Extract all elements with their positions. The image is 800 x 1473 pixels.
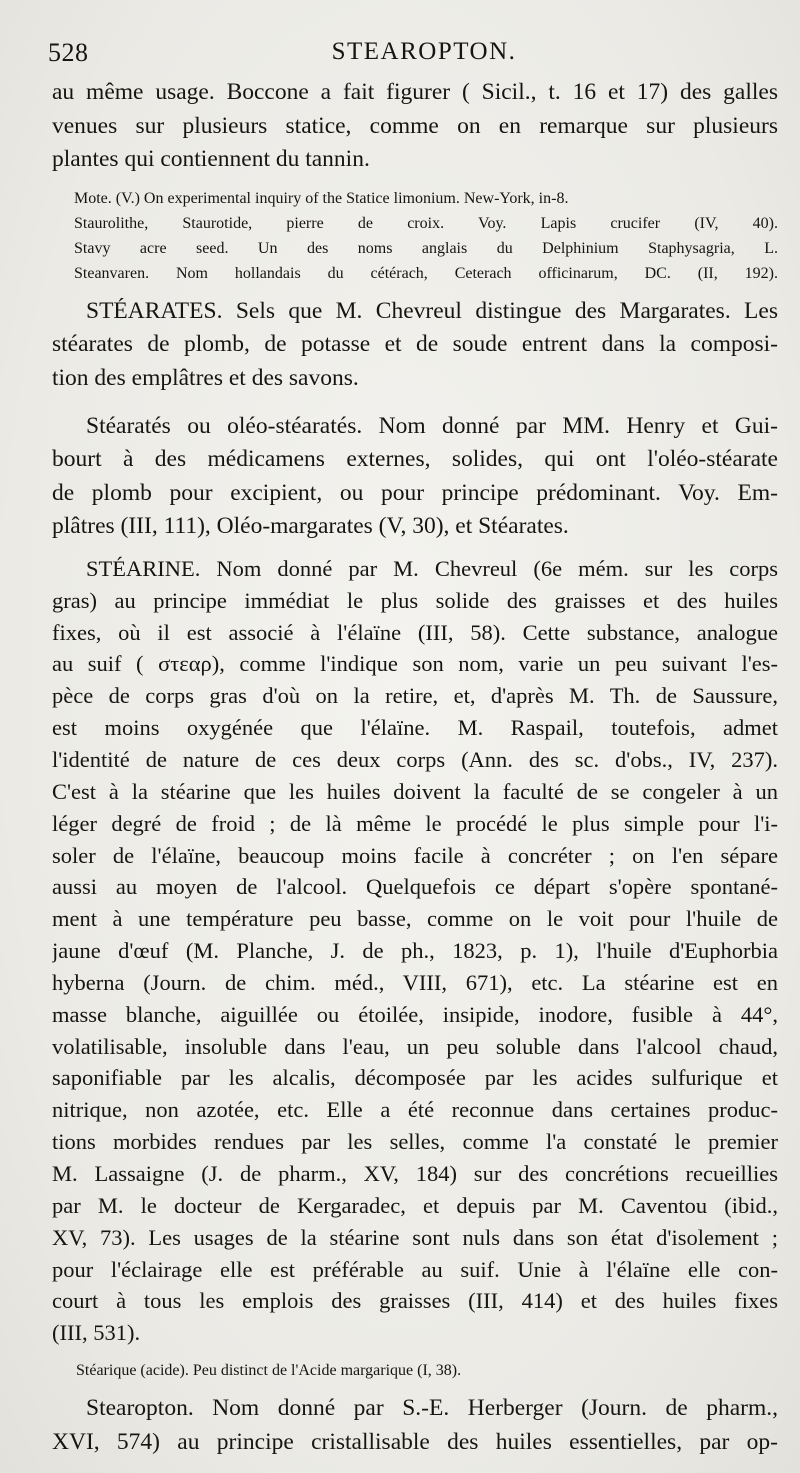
text-line: hyberna (Journ. de chim. méd., VIII, 671), etc. La stéarine est en [52,969,778,995]
text-line: volatilisable, insoluble dans l'eau, un peu soluble dans l'alcool chaud, [52,1033,778,1059]
entry-mote: Mote. (V.) On experimental inquiry of the Statice limonium. New-York, in-8. [74,189,569,207]
text-line: bourt à des médicamens externes, solides, qui ont l'oléo-stéarate [52,446,778,473]
text-line: masse blanche, aiguillée ou étoilée, insipide, inodore, fusible à 44°, [52,1001,778,1027]
text-line: ment à une température peu basse, comme on le voit pour l'huile de [52,906,778,932]
entry-steanvaren: Steanvaren. Nom hollandais du cétérach, Ceterach officinarum, DC. (II, 192). [74,264,778,282]
text-line: venues sur plusieurs statice, comme on en remarque sur plusieurs [52,112,778,139]
text-line: XVI, 574) au principe cristallisable des huiles essentielles, par op- [52,1428,778,1455]
small-entries [52,186,778,286]
text-line: Stéarique (acide). Peu distinct de l'Acide margarique (I, 38). [76,1362,462,1380]
entry-stearopton [52,1392,778,1459]
text-line: (III, 531). [52,1320,141,1346]
text-line: au suif ( στεαρ), comme l'indique son nom, varie un peu suivant l'es- [52,651,778,677]
text-line: tion des emplâtres et des savons. [52,364,359,391]
running-head: STEAROPTON. [331,38,517,65]
entry-stearates [52,295,778,396]
entry-stearine [52,553,778,1349]
entry-staurolithe: Staurolithe, Staurotide, pierre de croix. Voy. Lapis crucifer (IV, 40). [74,214,778,232]
text-line: pour l'éclairage elle est préférable au suif. Unie à l'élaïne elle con- [52,1256,778,1282]
text-line: l'identité de nature de ces deux corps (Ann. des sc. d'obs., IV, 237). [52,747,778,772]
text-line: XV, 73). Les usages de la stéarine sont nuls dans son état d'isolement ; [52,1224,778,1250]
text-line: tions morbides rendues par les selles, comme l'a constaté le premier [52,1129,778,1155]
text-line: Stéaratés ou oléo-stéaratés. Nom donné par MM. Henry et Gui- [86,412,778,439]
text-line: saponifiable par les alcalis, décomposée par les acides sulfurique et [52,1065,778,1091]
page-header [48,38,760,74]
text-line: plâtres (III, 111), Oléo-margarates (V, 30), et Stéarates. [52,513,569,540]
text-line: aussi au moyen de l'alcool. Quelquefois ce départ s'opère spontané- [52,874,778,900]
text-line: nitrique, non azotée, etc. Elle a été reconnue dans certaines produc- [52,1097,778,1123]
text-line: fixes, où il est associé à l'élaïne (III, 58). Cette substance, analogue [52,619,778,645]
text-line: gras) au principe immédiat le plus solide des graisses et des huiles [52,587,778,613]
text-line: léger degré de froid ; de là même le procédé le plus simple pour l'i- [52,810,778,836]
text-line: par M. le docteur de Kergaradec, et depuis par M. Caventou (ibid., [52,1192,778,1218]
text-line: STÉARATES. Sels que M. Chevreul distingue des Margarates. Les [86,297,778,324]
intro-paragraph [52,76,778,177]
entry-stavy-acre-seed: Stavy acre seed. Un des noms anglais du Delphinium Staphysagria, L. [74,239,778,257]
text-line: jaune d'œuf (M. Planche, J. de ph., 1823, p. 1), l'huile d'Euphorbia [52,938,778,964]
page-number: 528 [48,38,89,67]
text-line: plantes qui contiennent du tannin. [52,146,370,173]
text-line: de plomb pour excipient, ou pour principe prédominant. Voy. Em- [52,479,778,506]
text-line: pèce de corps gras d'où on la retire, et, d'après M. Th. de Saussure, [52,683,778,709]
text-line: est moins oxygénée que l'élaïne. M. Raspail, toutefois, admet [52,715,778,741]
page-body [52,76,778,1459]
text-line: C'est à la stéarine que les huiles doivent la faculté de se congeler à un [52,778,778,804]
text-line: Stearopton. Nom donné par S.-E. Herberger (Journ. de pharm., [86,1395,778,1422]
text-line: M. Lassaigne (J. de pharm., XV, 184) sur des concrétions recueillies [52,1160,778,1186]
entry-stearique [52,1358,778,1383]
entry-stearates-oleo [52,410,778,544]
text-line: stéarates de plomb, de potasse et de soude entrent dans la composi- [52,331,778,358]
text-line: STÉARINE. Nom donné par M. Chevreul (6e mém. sur les corps [86,555,778,581]
text-line: court à tous les emplois des graisses (III, 414) et des huiles fixes [52,1288,778,1314]
text-line: soler de l'élaïne, beaucoup moins facile à concréter ; on l'en sépare [52,842,778,868]
text-line: au même usage. Boccone a fait figurer ( Sicil., t. 16 et 17) des galles [52,79,778,105]
